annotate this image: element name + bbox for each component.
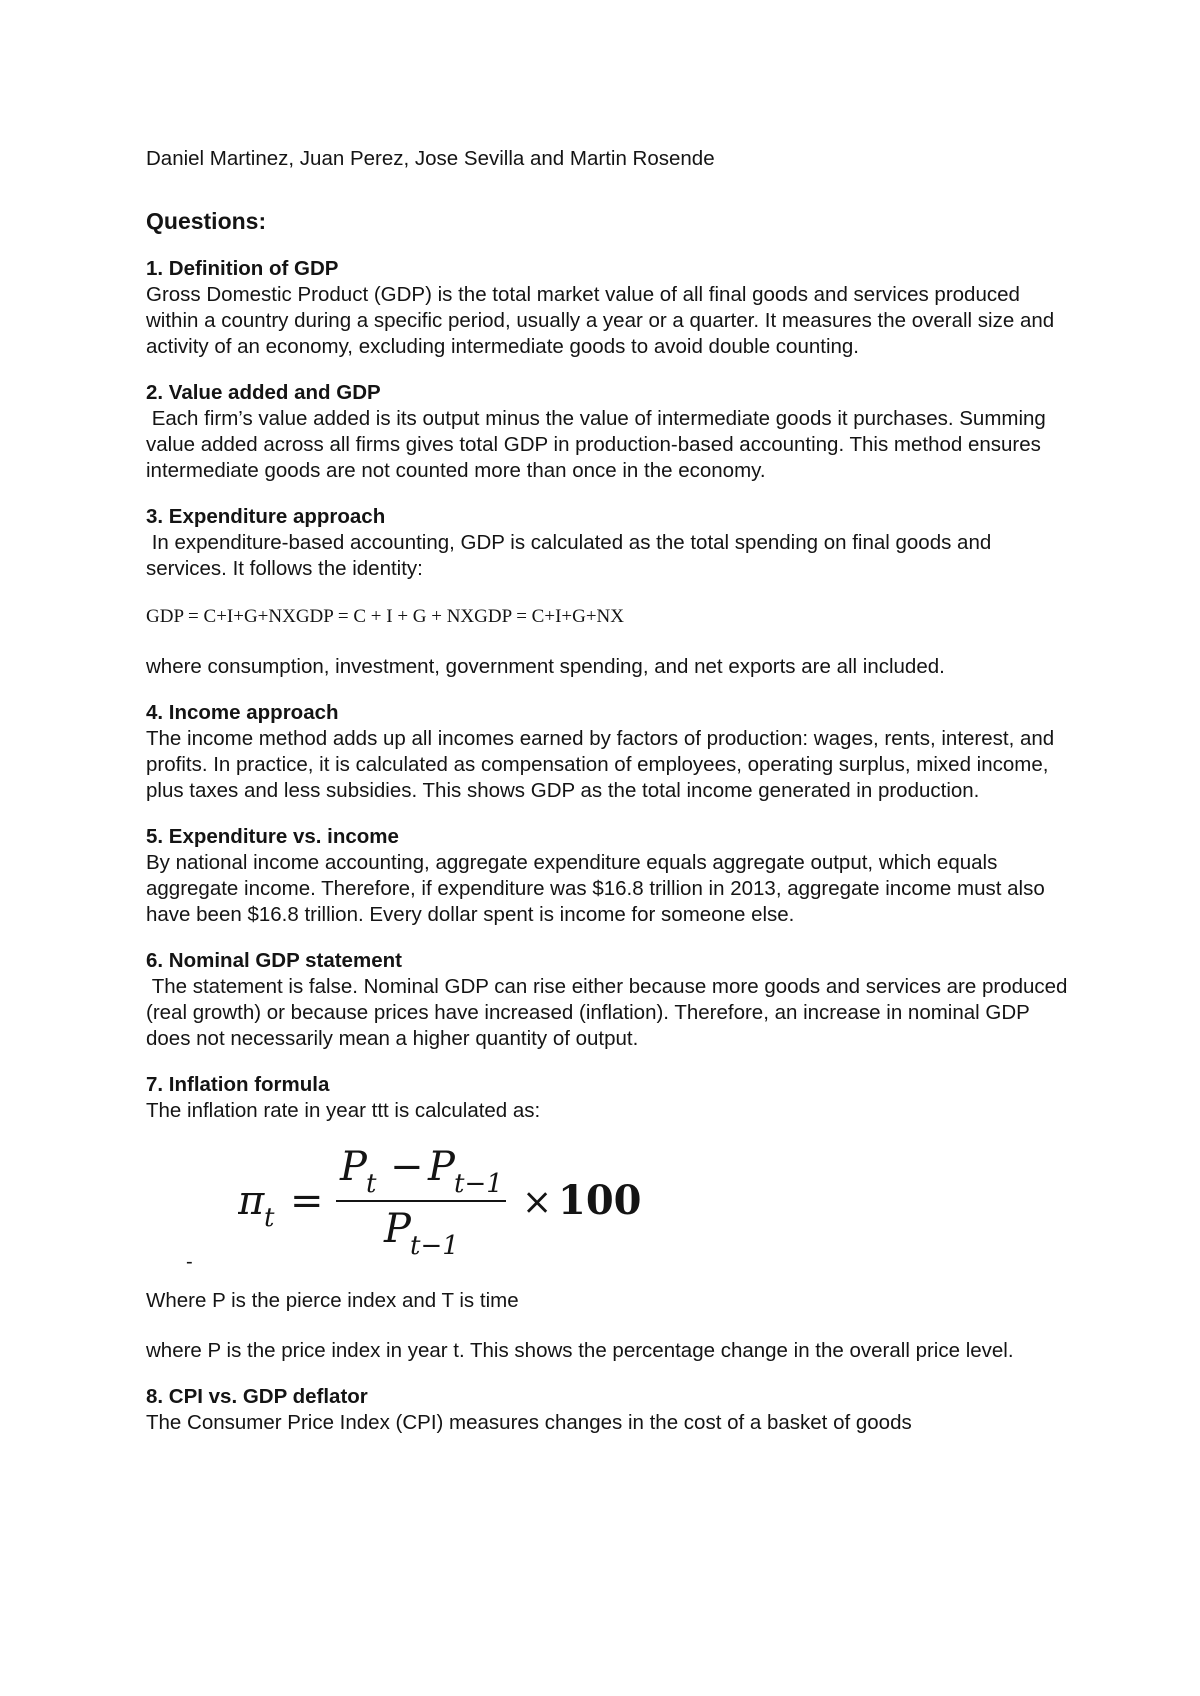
document-content — [146, 146, 1076, 1436]
equals-sign: = — [290, 1178, 324, 1224]
section-note: where P is the price index in year t. This shows the percentage change in the overall price level. — [146, 1339, 1014, 1362]
stray-dash: - — [186, 1251, 193, 1273]
section-title: 8. CPI vs. GDP deflator — [146, 1385, 368, 1408]
section-note: Where P is the pierce index and T is time — [146, 1289, 519, 1312]
denominator-p-subscript: t−1 — [410, 1231, 459, 1256]
section-body: The Consumer Price Index (CPI) measures changes in the cost of a basket of goods — [146, 1411, 912, 1434]
numerator-p-prev-subscript: t−1 — [454, 1169, 503, 1199]
section-body: Gross Domestic Product (GDP) is the total market value of all final goods and services produced within a country during a specific period, usually a year or a quarter. It measures the overall size and activity of an economy, excluding intermediate goods to avoid double counting. — [146, 283, 1055, 358]
section-title: 7. Inflation formula — [146, 1073, 330, 1096]
section-body: By national income accounting, aggregate expenditure equals aggregate output, which equals aggregate income. Therefore, if expenditure was $16.8 trillion in 2013, aggregate income must also have been $16.8 trillion. Every dollar spent is income for someone else. — [146, 851, 1045, 926]
section-body: In expenditure-based accounting, GDP is calculated as the total spending on final goods and services. It follows the identity: — [146, 531, 997, 580]
section-body: The inflation rate in year ttt is calculated as: — [146, 1099, 541, 1122]
section-cpi-vs-gdp-deflator — [146, 1384, 1076, 1436]
section-body: Each firm’s value added is its output minus the value of intermediate goods it purchases. Summing value added across all firms gives total GDP in production-based accounting. This method ensures intermediate goods are not counted more than once in the economy. — [146, 407, 1052, 482]
fraction-bar — [336, 1200, 506, 1202]
section-definition-of-gdp — [146, 256, 1076, 360]
section-income-approach — [146, 700, 1076, 804]
questions-heading: Questions: — [146, 208, 267, 234]
section-title: 6. Nominal GDP statement — [146, 949, 402, 972]
section-expenditure-vs-income — [146, 824, 1076, 928]
numerator-p: P — [340, 1144, 367, 1190]
section-title: 5. Expenditure vs. income — [146, 825, 399, 848]
section-title: 1. Definition of GDP — [146, 257, 339, 280]
pi-symbol: π — [238, 1178, 265, 1224]
section-value-added — [146, 380, 1076, 484]
pi-subscript: t — [264, 1203, 275, 1233]
author-line: Daniel Martinez, Juan Perez, Jose Sevilla and Martin Rosende — [146, 147, 715, 170]
section-title: 4. Income approach — [146, 701, 339, 724]
times-sign: × — [522, 1182, 553, 1223]
section-body: The income method adds up all incomes earned by factors of production: wages, rents, interest, and profits. In practice, it is calculated as compensation of employees, operating surplus, mixed income, plus taxes and less subsidies. This shows GDP as the total income generated in production. — [146, 727, 1055, 802]
numerator-p-subscript: t — [366, 1169, 377, 1199]
hundred-value: 100 — [558, 1177, 642, 1224]
numerator-p-prev: P — [428, 1144, 455, 1190]
section-title: 3. Expenditure approach — [146, 505, 386, 528]
inflation-equation-graphic — [238, 1136, 658, 1256]
section-expenditure-approach — [146, 504, 1076, 680]
gdp-identity-formula: GDP = C+I+G+NXGDP = C + I + G + NXGDP = C+I+G+NX — [146, 606, 624, 627]
section-body: The statement is false. Nominal GDP can rise either because more goods and services are produced (real growth) or because prices have increased (inflation). Therefore, an increase in nominal GDP does not necessarily mean a higher quantity of output. — [146, 975, 1074, 1050]
denominator-p: P — [384, 1206, 411, 1252]
minus-sign: − — [390, 1144, 424, 1190]
section-inflation-formula — [146, 1072, 1076, 1364]
inflation-equation — [146, 1124, 1076, 1284]
section-followup: where consumption, investment, government spending, and net exports are all included. — [146, 655, 945, 678]
section-nominal-gdp — [146, 948, 1076, 1052]
section-title: 2. Value added and GDP — [146, 381, 381, 404]
